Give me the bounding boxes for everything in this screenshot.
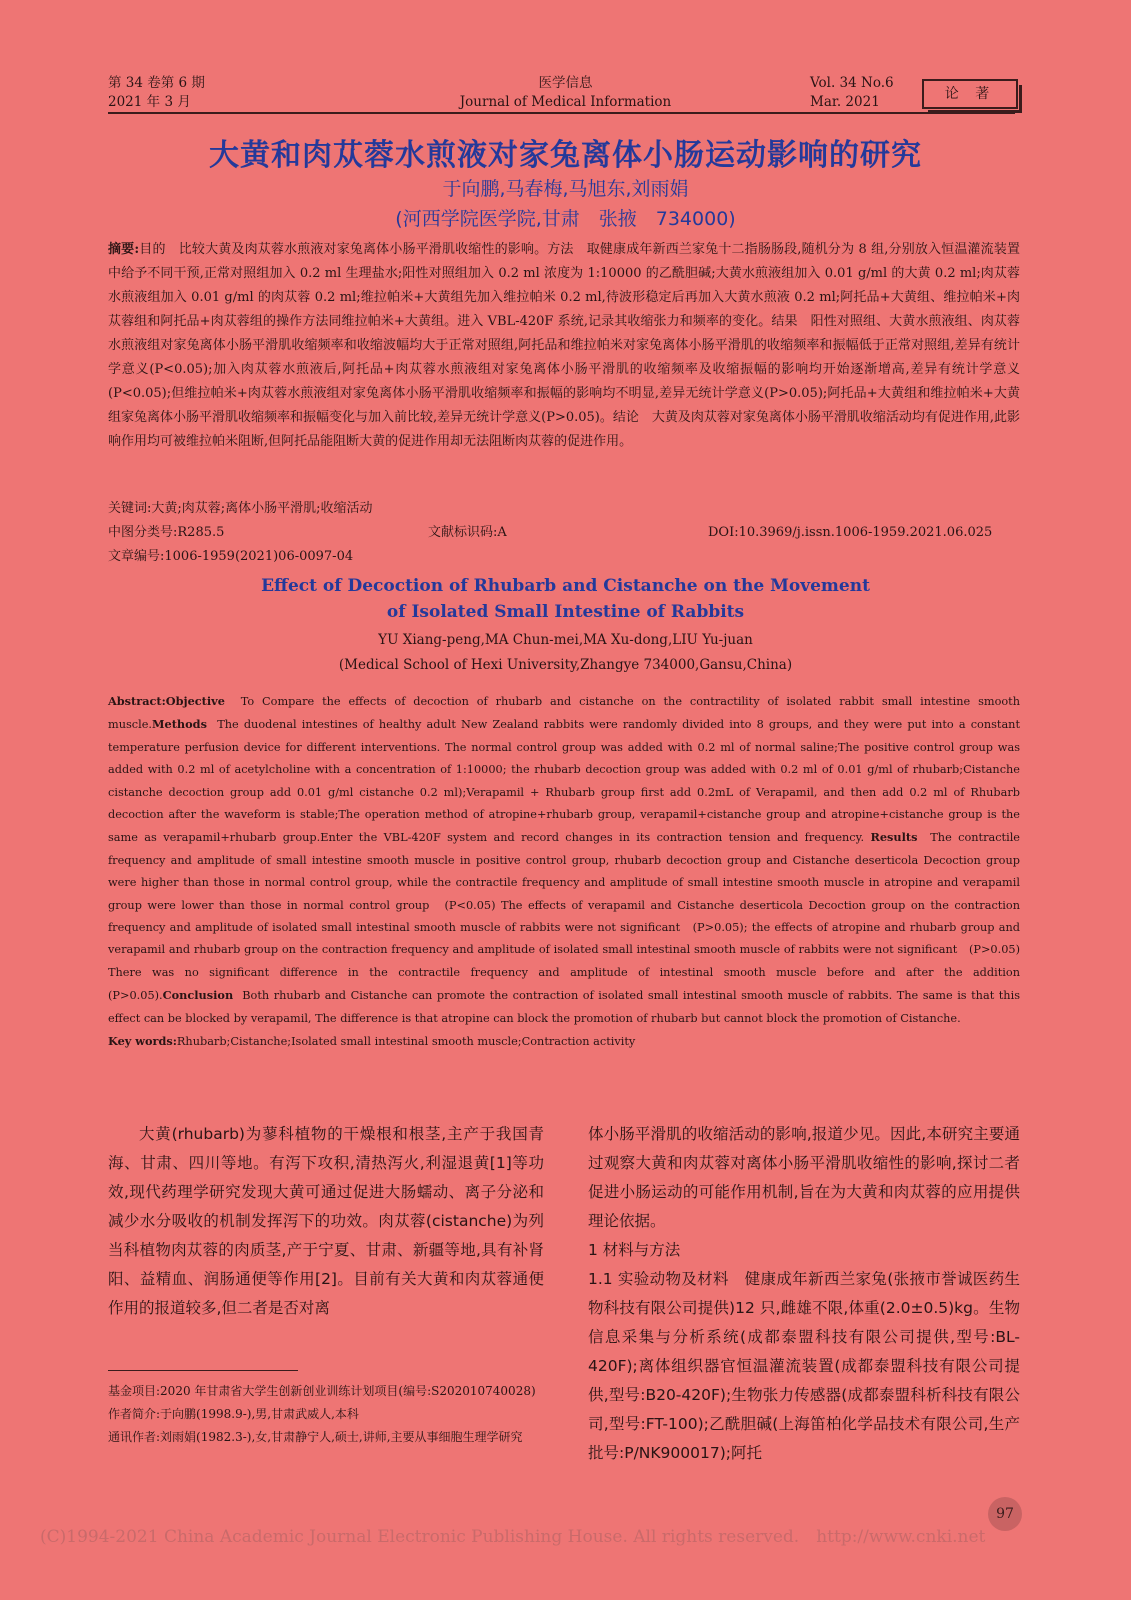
body-right-paragraph: 体小肠平滑肌的收缩活动的影响,报道少见。因此,本研究主要通过观察大黄和肉苁蓉对离体小肠平滑肌收缩性的影响,探讨二者促进小肠运动的可能作用机制,旨在为大黄和肉苁蓉的应用提供理论依据。 — [588, 1125, 1020, 1230]
keywords-cn: 关键词:大黄;肉苁蓉;离体小肠平滑肌;收缩活动 — [108, 501, 373, 516]
journal-en: Journal of Medical Information — [459, 94, 672, 110]
objective-text: To Compare the effects of decoction of rhubarb and cistanche on the contractility of isolated rabbit small intestine smooth muscle. — [108, 695, 1020, 732]
methods-text: The duodenal intestines of healthy adult New Zealand rabbits were randomly divided into 8 groups, and they were put into a constant temperature perfusion device for different interventions. The normal control group was added with 0.2 ml of normal saline;The positive control group was added with 0.2 ml of acetylcholine with a concentration of 1:10000; the rhubarb decoction group was added with 0.2 ml of 0.01 g/ml of rhubarb;Cistanche cistanche decoction group add 0.01 g/ml cistanche 0.2 ml);Verapamil + Rhubarb group first add 0.2mL of Verapamil, and then add 0.2 ml of Rhubarb decoction after the waveform is stable;The operation method of atropine+rhubarb group, verapamil+cistanche group and atropine+cistanche group is the same as verapamil+rhubarb group.Enter the VBL-420F system and record changes in its contraction tension and frequency. — [108, 718, 1021, 845]
journal-cn: 医学信息 — [538, 75, 593, 91]
footnote-funding: 基金项目:2020 年甘肃省大学生创新创业训练计划项目(编号:S202010740028) — [108, 1384, 536, 1398]
copyright-watermark: (C)1994-2021 China Academic Journal Electronic Publishing House. All rights reserved. http://www.cnki.net — [40, 1527, 986, 1547]
footnote-author: 作者简介:于向鹏(1998.9-),男,甘肃武威人,本科 — [108, 1407, 359, 1421]
title-en-line1: Effect of Decoction of Rhubarb and Cistanche on the Movement — [261, 576, 870, 596]
abstract-cn-text: 目的 比较大黄及肉苁蓉水煎液对家兔离体小肠平滑肌收缩性的影响。方法 取健康成年新西兰家兔十二指肠肠段,随机分为 8 组,分别放入恒温灌流装置中给予不同干预,正常对照组加入 0.2 ml 生理盐水;阳性对照组加入 0.2 ml 浓度为 1:10000 的乙酰胆碱;大黄水煎液组加入 0.01 g/ml 的大黄 0.2 ml;肉苁蓉水煎液组加入 0.01 g/ml 的肉苁蓉 0.2 ml;维拉帕米+大黄组先加入维拉帕米 0.2 ml,待波形稳定后再加入大黄水煎液 0.2 ml;阿托品+大黄组、维拉帕米+肉苁蓉组和阿托品+肉苁蓉组的操作方法同维拉帕米+大黄组。进入 VBL-420F 系统,记录其收缩张力和频率的变化。结果 阳性对照组、大黄水煎液组、肉苁蓉水煎液组对家兔离体小肠平滑肌收缩频率和收缩波幅均大于正常对照组,阿托品和维拉帕米对家兔离体小肠平滑肌的收缩频率和振幅低于正常对照组,差异有统计学意义(P<0.05);加入肉苁蓉水煎液后,阿托品+肉苁蓉水煎液组对家兔离体小肠平滑肌的收缩频率及收缩振幅的影响均开始逐渐增高,差异有统计学意义(P<0.05);但维拉帕米+肉苁蓉水煎液组对家兔离体小肠平滑肌收缩频率和振幅的影响均不明显,差异无统计学意义(P>0.05);阿托品+大黄组和维拉帕米+大黄组家兔离体小肠平滑肌收缩频率和振幅变化与加入前比较,差异无统计学意义(P>0.05)。结论 大黄及肉苁蓉对家兔离体小肠平滑肌收缩活动均有促进作用,此影响作用均可被维拉帕米阻断,但阿托品能阻断大黄的促进作用却无法阻断肉苁蓉的促进作用。 — [108, 242, 1020, 449]
section-1-1: 1.1 实验动物及材料 健康成年新西兰家兔(张掖市誉诚医药生物科技有限公司提供)12 只,雌雄不限,体重(2.0±0.5)kg。生物信息采集与分析系统(成都泰盟科技有限公司提供,型号:BL-420F);离体组织器官恒温灌流装置(成都泰盟科技有限公司提供,型号:B20-420F);生物张力传感器(成都泰盟科析科技有限公司,型号:FT-100);乙酰胆碱(上海笛柏化学品技术有限公司,生产批号:P/NK900017);阿托 — [588, 1270, 1020, 1462]
results-text: The contractile frequency and amplitude of small intestine smooth muscle in positive control group, rhubarb decoction group and Cistanche deserticola Decoction group were higher than those in normal control group, while the contractile frequency and amplitude of small intestine smooth muscle in atropine and verapamil group were lower than those in normal control group (P<0.05) The effects of verapamil and Cistanche deserticola Decoction group on the contraction frequency and amplitude of isolated small intestinal smooth muscle of rabbits were not significant (P>0.05); the effects of atropine and rhubarb group and verapamil and rhubarb group on the contraction frequency and amplitude of isolated small intestinal smooth muscle of rabbits were not significant (P>0.05) There was no significant difference in the contractile frequency and amplitude of intestinal smooth muscle before and after the addition (P>0.05). — [108, 831, 1020, 1003]
keywords-en-text: Rhubarb;Cistanche;Isolated small intestinal smooth muscle;Contraction activity — [176, 1035, 636, 1049]
date-cn: 2021 年 3 月 — [108, 94, 191, 110]
keywords-en-label: Key words: — [108, 1034, 177, 1049]
header-rule — [108, 112, 1015, 114]
volume-en: Vol. 34 No.6 — [810, 75, 894, 91]
page-number: 97 — [988, 1497, 1022, 1531]
footnotes — [108, 1380, 544, 1449]
footnote-rule — [108, 1370, 298, 1371]
authors-cn: 于向鹏,马春梅,马旭东,刘雨娟 — [442, 178, 689, 200]
body-left-column — [108, 1120, 544, 1323]
authors-en: YU Xiang-peng,MA Chun-mei,MA Xu-dong,LIU Yu-juan — [378, 632, 753, 648]
body-left-paragraph: 大黄(rhubarb)为蓼科植物的干燥根和根茎,主产于我国青海、甘肃、四川等地。有泻下攻积,清热泻火,利湿退黄[1]等功效,现代药理学研究发现大黄可通过促进大肠蠕动、离子分泌和减少水分吸收的机制发挥泻下的功效。肉苁蓉(cistanche)为列当科植物肉苁蓉的肉质茎,产于宁夏、甘肃、新疆等地,具有补肾阳、益精血、润肠通便等作用[2]。目前有关大黄和肉苁蓉通便作用的报道较多,但二者是否对离 — [108, 1125, 544, 1317]
title-en-line2: of Isolated Small Intestine of Rabbits — [386, 602, 745, 622]
title-cn: 大黄和肉苁蓉水煎液对家兔离体小肠运动影响的研究 — [209, 138, 922, 173]
conclusion-label: Conclusion — [162, 988, 234, 1003]
affiliation-cn: (河西学院医学院,甘肃 张掖 734000) — [395, 208, 736, 230]
volume-cn: 第 34 卷第 6 期 — [108, 75, 205, 91]
abstract-cn-label: 摘要: — [108, 242, 140, 257]
results-label: Results — [870, 830, 918, 845]
article-number: 文章编号:1006-1959(2021)06-0097-04 — [108, 549, 354, 564]
methods-label: Methods — [152, 717, 207, 732]
abstract-en — [108, 690, 1020, 1054]
clc-number: 中图分类号:R285.5 — [108, 525, 225, 540]
header-right — [810, 74, 894, 112]
abstract-cn — [108, 238, 1020, 454]
date-en: Mar. 2021 — [810, 94, 880, 110]
doi: DOI:10.3969/j.issn.1006-1959.2021.06.025 — [708, 525, 993, 540]
section-heading-1: 1 材料与方法 — [588, 1241, 681, 1259]
doc-code: 文献标识码:A — [428, 525, 507, 540]
section-tag: 论 著 — [922, 79, 1018, 109]
footnote-correspondence: 通讯作者:刘雨娟(1982.3-),女,甘肃静宁人,硕士,讲师,主要从事细胞生理学研究 — [108, 1430, 523, 1444]
abstract-en-label: Abstract: — [108, 694, 166, 708]
conclusion-text: Both rhubarb and Cistanche can promote the contraction of isolated small intestinal smooth muscle of rabbits. The same is that this effect can be blocked by verapamil, The difference is that atropine can block the promotion of rhubarb but cannot block the promotion of Cistanche. — [108, 989, 1020, 1025]
objective-label: Objective — [165, 694, 225, 708]
body-right-column — [588, 1120, 1020, 1468]
affiliation-en: (Medical School of Hexi University,Zhangye 734000,Gansu,China) — [338, 657, 793, 673]
